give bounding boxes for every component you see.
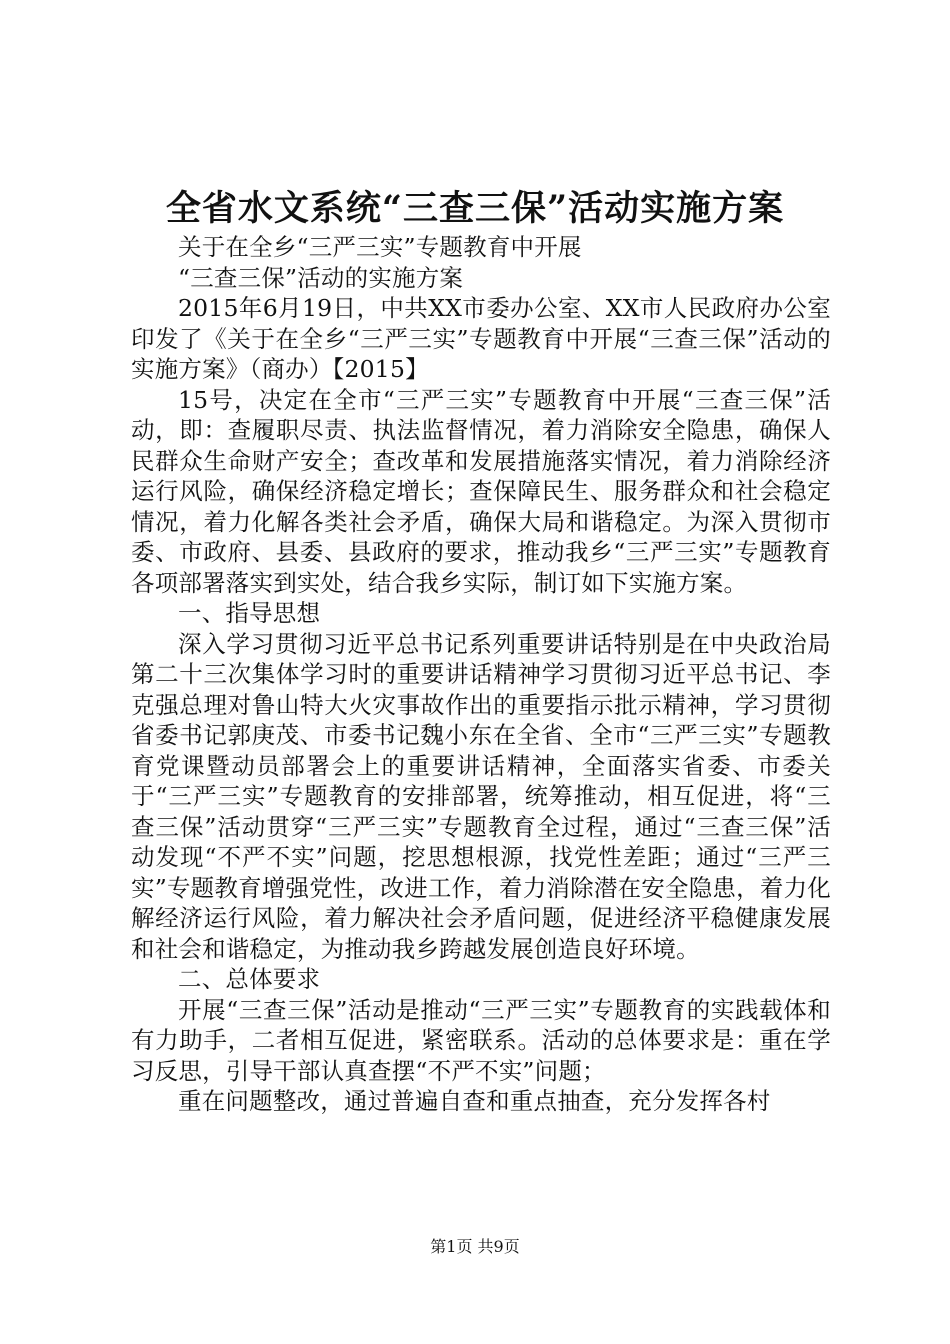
paragraph-general-requirements: 开展“三查三保”活动是推动“三严三实”专题教育的实践载体和有力助手，二者相互促进，紧密联系。活动的总体要求是：重在学习反思，引导干部认真查摆“不严不实”问题； <box>131 995 831 1085</box>
paragraph-intro: 2015年6月19日，中共XX市委办公室、XX市人民政府办公室印发了《关于在全乡“三严三实”专题教育中开展“三查三保”活动的实施方案》（商办）【2015】 <box>131 294 831 383</box>
section-heading-general-requirements: 二、总体要求 <box>178 965 321 993</box>
page-footer: 第1页 共9页 <box>430 1237 520 1256</box>
paragraph-guiding-ideology: 深入学习贯彻习近平总书记系列重要讲话特别是在中央政治局第二十三次集体学习时的重要讲话精神学习贯彻习近平总书记、李克强总理对鲁山特大火灾事故作出的重要指示批示精神，学习贯彻省委书记郭庚茂、市委书记魏小东在全省、全市“三严三实”专题教育党课暨动员部署会上的重要讲话精神，全面落实省委、市委关于“三严三实”专题教育的安排部署，统筹推动，相互促进，将“三查三保”活动贯穿“三严三实”专题教育全过程，通过“三查三保”活动发现“不严不实”问题，挖思想根源，找党性差距；通过“三严三实”专题教育增强党性，改进工作，着力消除潜在安全隐患，着力化解经济运行风险，着力解决社会矛盾问题，促进经济平稳健康发展和社会和谐稳定，为推动我乡跨越发展创造良好环境。 <box>131 629 831 963</box>
paragraph-decision: 15号，决定在全市“三严三实”专题教育中开展“三查三保”活动，即：查履职尽责、执法监督情况，着力消除安全隐患，确保人民群众生命财产安全；查改革和发展措施落实情况，着力消除经济运行风险，确保经济稳定增长；查保障民生、服务群众和社会稳定情况，着力化解各类社会矛盾，确保大局和谐稳定。为深入贯彻市委、市政府、县委、县政府的要求，推动我乡“三严三实”专题教育各项部署落实到实处，结合我乡实际，制订如下实施方案。 <box>131 385 831 597</box>
document-body <box>131 232 831 1117</box>
paragraph-problem-rectification: 重在问题整改，通过普遍自查和重点抽查，充分发挥各村 <box>178 1087 771 1115</box>
section-heading-guiding-ideology: 一、指导思想 <box>178 599 321 627</box>
subtitle-line-1: 关于在全乡“三严三实”专题教育中开展 <box>178 233 582 261</box>
subtitle-line-2: “三查三保”活动的实施方案 <box>178 263 464 292</box>
document-title: 全省水文系统“三查三保”活动实施方案 <box>165 188 785 229</box>
